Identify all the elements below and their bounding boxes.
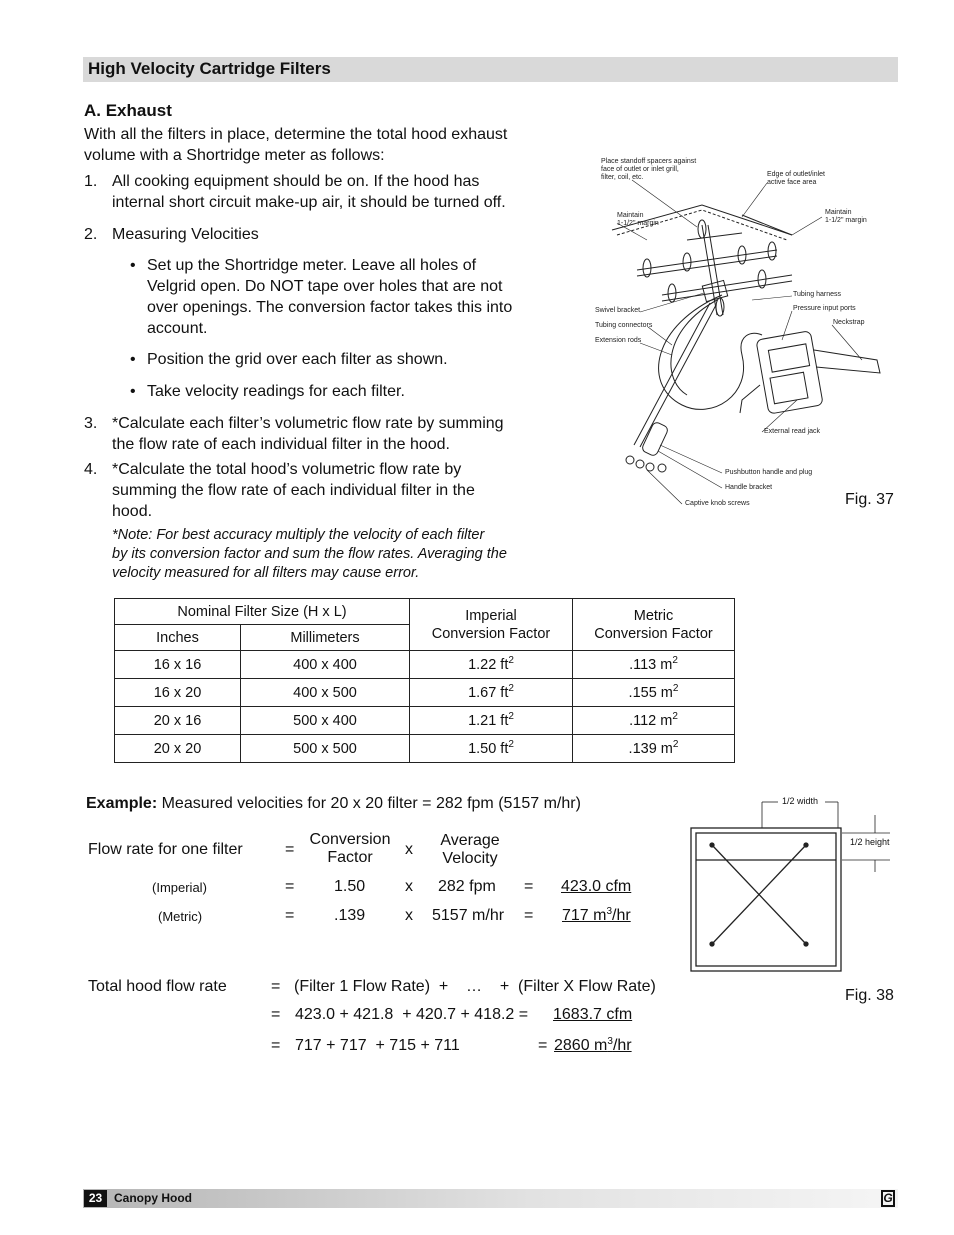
cell-metric: .112 $m^2$ [573,707,735,735]
note-line-2: by its conversion factor and sum the flow rates. Averaging the [112,546,507,562]
cell-mm: 500 x 500 [241,735,410,763]
average-velocity-header: Average Velocity [440,832,500,867]
step-3-line-1: *Calculate each filter’s volumetric flow rate by summing [112,415,504,432]
header-imperial: Imperial Conversion Factor [410,599,573,651]
step-4-number: 4. [84,461,98,478]
cell-inches: 20 x 16 [115,707,241,735]
equals-sign: = [285,907,295,924]
step-2-line-1: Measuring Velocities [112,226,259,243]
imperial-label: (Imperial) [152,880,207,895]
label-maintain-left: Maintain 1-1/2" margin [617,212,659,227]
step-1-number: 1. [84,173,98,190]
table-row [115,679,735,707]
header-millimeters: Millimeters [241,625,410,651]
example-line: Example: Measured velocities for 20 x 20 filter = 282 fpm (5157 m/hr) [86,795,581,812]
header-metric: Metric Conversion Factor [573,599,735,651]
step-3-number: 3. [84,415,98,432]
note-line-1: *Note: For best accuracy multiply the velocity of each filter [112,527,485,543]
table-row [115,707,735,735]
equals-sign: = [524,907,534,924]
cell-inches: 20 x 20 [115,735,241,763]
label-neckstrap: Neckstrap [833,319,865,326]
bullet-1-line-2: Velgrid open. Do NOT tape over holes that are not [147,278,503,295]
fig38-caption: Fig. 38 [845,987,894,1004]
label-external-jack: External read jack [764,428,821,435]
label-extension-rods: Extension rods [595,337,642,344]
conversion-table [114,598,735,763]
total-line-3: 717 + 717 + 715 + 711 [295,1037,460,1054]
label-tubing-connectors: Tubing connectors [595,322,653,329]
total-result-cfm: 1683.7 cfm [553,1006,633,1023]
total-line-1: (Filter 1 Flow Rate) + … + (Filter X Flow Rate) [294,978,656,995]
step-3-line-2: the flow rate of each individual filter in the hood. [112,436,450,453]
equals-sign: = [271,1037,281,1054]
step-1-line-2: internal short circuit make-up air, it should be turned off. [112,194,506,211]
footer-title: Canopy Hood [114,1191,192,1205]
step-1-line-1: All cooking equipment should be on. If the hood has [112,173,480,190]
table-row [115,735,735,763]
fig37-caption: Fig. 37 [845,491,894,508]
cell-mm: 400 x 500 [241,679,410,707]
label-captive-screws: Captive knob screws [685,500,750,507]
footer-bar [83,1189,898,1208]
equals-sign: = [285,841,295,858]
metric-result: 717 $m^3/hr$ [562,906,631,924]
bullet-1-line-4: account. [147,320,208,337]
equals-sign: = [271,978,281,995]
half-height-label: 1/2 height [850,837,890,847]
total-result-metric: 2860 $m^3/hr$ [554,1036,632,1054]
cell-metric: .139 $m^2$ [573,735,735,763]
label-standoff: Place standoff spacers against face of outlet or inlet grill, filter, coil, etc. [601,158,697,181]
label-handle-bracket: Handle bracket [725,484,773,491]
flow-label: Flow rate for one filter [88,841,243,858]
metric-velocity: 5157 m/hr [432,907,505,924]
brand-logo: G [881,1190,895,1207]
cell-inches: 16 x 20 [115,679,241,707]
total-line-2: 423.0 + 421.8 + 420.7 + 418.2 = [295,1006,529,1023]
section-heading: A. Exhaust [84,101,172,120]
metric-factor: .139 [334,907,366,924]
cell-imperial: 1.67 $ft^2$ [410,679,573,707]
filter-grid-diagram [685,790,895,975]
bullet-1-line-3: over openings. The conversion factor takes this into [147,299,513,316]
header-inches: Inches [115,625,241,651]
cell-mm: 500 x 400 [241,707,410,735]
header-nominal-size: Nominal Filter Size (H x L) [115,599,410,625]
imperial-result: 423.0 cfm [561,878,632,895]
times-sign: x [405,878,413,895]
equals-sign: = [271,1006,281,1023]
half-width-label: 1/2 width [782,796,819,806]
cell-inches: 16 x 16 [115,651,241,679]
cell-mm: 400 x 400 [241,651,410,679]
label-edge: Edge of outlet/inlet active face area [767,171,825,186]
cell-imperial: 1.50 $ft^2$ [410,735,573,763]
label-pressure-ports: Pressure input ports [793,305,856,312]
label-swivel: Swivel bracket [595,307,641,314]
step-4-line-2: summing the flow rate of each individual filter in the [112,482,475,499]
bullet-dot: • [130,351,136,368]
page-number: 23 [84,1190,107,1207]
step-2-number: 2. [84,226,98,243]
equals-sign: = [524,878,534,895]
equals-sign: = [538,1037,548,1054]
page-title: High Velocity Cartridge Filters [88,59,331,78]
label-maintain-right: Maintain 1-1/2" margin [825,209,867,224]
intro-line-2: volume with a Shortridge meter as follows: [84,147,385,164]
table-row [115,651,735,679]
label-tubing-harness: Tubing harness [793,291,841,298]
note-line-3: velocity measured for all filters may cause error. [112,565,420,581]
cell-metric: .113 $m^2$ [573,651,735,679]
equals-sign: = [285,878,295,895]
bullet-dot: • [130,383,136,400]
label-pushbutton: Pushbutton handle and plug [725,469,813,476]
step-4-line-1: *Calculate the total hood’s volumetric flow rate by [112,461,462,478]
step-4-line-3: hood. [112,503,153,520]
imperial-factor: 1.50 [334,878,366,895]
bullet-1-line-1: Set up the Shortridge meter. Leave all holes of [147,257,477,274]
times-sign: x [405,907,413,924]
total-label: Total hood flow rate [88,978,227,995]
bullet-3-line-1: Take velocity readings for each filter. [147,383,405,400]
bullet-2-line-1: Position the grid over each filter as shown. [147,351,448,368]
bullet-dot: • [130,257,136,274]
metric-label: (Metric) [158,909,203,924]
times-sign: x [405,841,413,858]
cell-metric: .155 $m^2$ [573,679,735,707]
intro-line-1: With all the filters in place, determine the total hood exhaust [84,126,508,143]
imperial-velocity: 282 fpm [438,878,496,895]
cell-imperial: 1.22 $ft^2$ [410,651,573,679]
cell-imperial: 1.21 $ft^2$ [410,707,573,735]
conversion-factor-header: Conversion Factor [309,831,391,866]
